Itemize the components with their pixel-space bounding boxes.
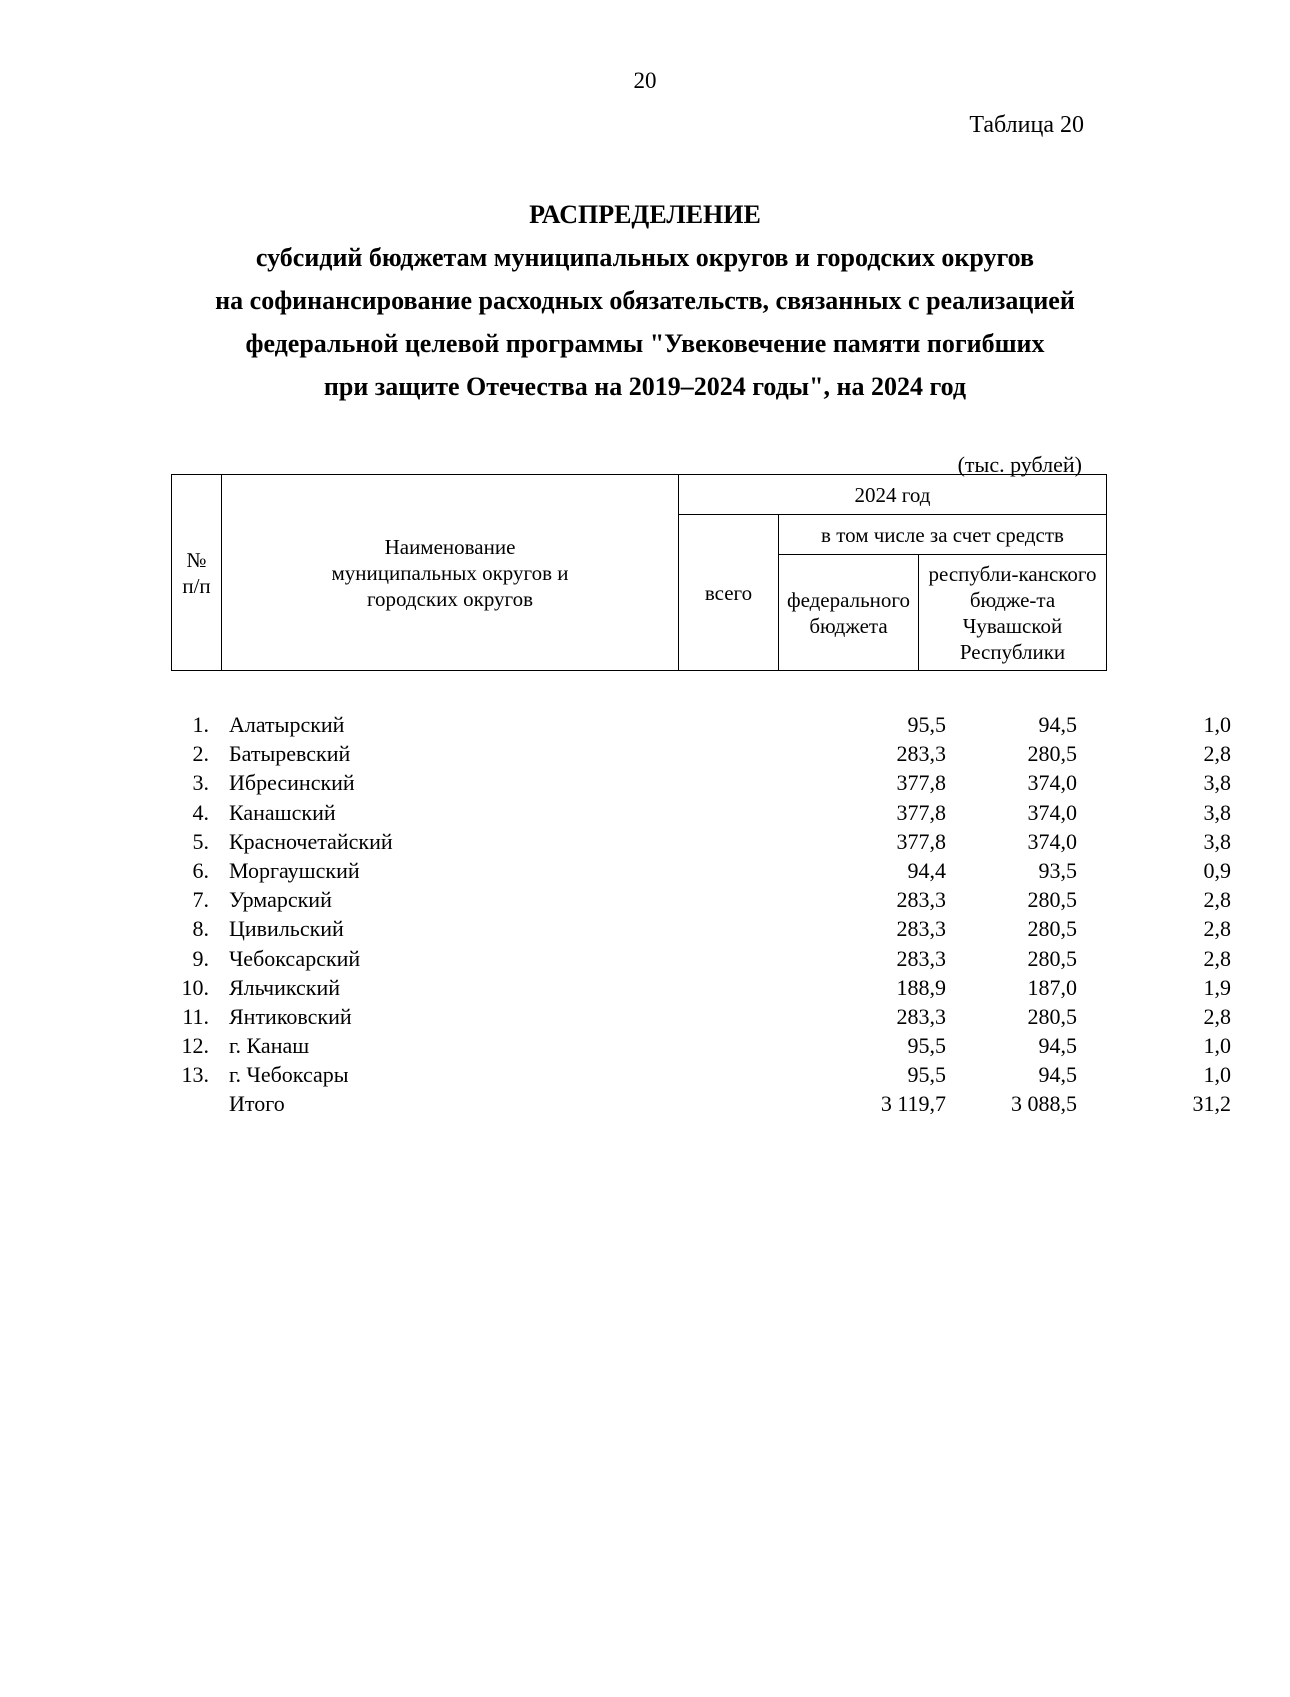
- document-title: [142, 193, 1148, 408]
- row-federal: 280,5: [1027, 945, 1077, 971]
- row-federal: 94,5: [1038, 1033, 1077, 1059]
- row-republican: 1,0: [1203, 1062, 1231, 1088]
- row-federal: 374,0: [1027, 828, 1077, 854]
- total-row-label: Итого: [229, 1091, 285, 1117]
- row-federal: 93,5: [1038, 857, 1077, 883]
- row-number: 1.: [192, 712, 209, 737]
- table-header: [171, 474, 1107, 671]
- row-total: 283,3: [896, 1003, 946, 1029]
- row-name: Урмарский: [229, 887, 332, 913]
- total-row-total: 3 119,7: [880, 1091, 946, 1117]
- row-total: 283,3: [896, 945, 946, 971]
- row-name: Батыревский: [229, 741, 351, 767]
- row-total: 283,3: [896, 741, 946, 767]
- table-row: [171, 1060, 1231, 1089]
- row-name: Моргаушский: [229, 857, 360, 883]
- row-total: 283,3: [896, 887, 946, 913]
- row-name: г. Чебоксары: [229, 1062, 349, 1088]
- row-number: 9.: [192, 945, 209, 971]
- row-total: 188,9: [896, 974, 946, 1000]
- table-row: [171, 827, 1231, 856]
- row-number: 2.: [192, 741, 209, 767]
- row-republican: 0,9: [1203, 857, 1231, 883]
- header-num: № п/п: [172, 475, 222, 671]
- row-number: 13.: [181, 1062, 209, 1088]
- row-name: Янтиковский: [229, 1003, 352, 1029]
- row-name: Канашский: [229, 799, 336, 825]
- row-republican: 1,9: [1203, 974, 1231, 1000]
- row-number: 5.: [192, 828, 209, 854]
- row-total: 94,4: [907, 857, 946, 883]
- header-total: всего: [679, 515, 779, 671]
- table-row: [171, 973, 1231, 1002]
- title-line-1: РАСПРЕДЕЛЕНИЕ: [529, 200, 761, 229]
- row-name: Цивильский: [229, 916, 344, 942]
- row-number: 6.: [192, 857, 209, 883]
- row-federal: 187,0: [1027, 974, 1077, 1000]
- row-name: Яльчикский: [229, 974, 340, 1000]
- table-row: [171, 885, 1231, 914]
- row-federal: 280,5: [1027, 887, 1077, 913]
- units-note: (тыс. рублей): [957, 452, 1082, 477]
- row-total: 283,3: [896, 916, 946, 942]
- table-row: [171, 710, 1231, 739]
- row-total: 377,8: [896, 828, 946, 854]
- table-row: [171, 798, 1231, 827]
- row-total: 95,5: [907, 712, 946, 737]
- table-row: [171, 768, 1231, 797]
- row-name: Ибресинский: [229, 770, 355, 796]
- total-row-republican: 31,2: [1192, 1091, 1231, 1117]
- row-number: 3.: [192, 770, 209, 796]
- table-row: [171, 914, 1231, 943]
- header-year: 2024 год: [679, 475, 1107, 515]
- row-number: 12.: [181, 1033, 209, 1059]
- row-republican: 3,8: [1203, 799, 1231, 825]
- row-federal: 374,0: [1027, 799, 1077, 825]
- header-republican: республи-канского бюдже-та Чувашской Республики: [919, 555, 1107, 671]
- row-total: 95,5: [907, 1062, 946, 1088]
- row-total: 377,8: [896, 799, 946, 825]
- row-federal: 94,5: [1038, 712, 1077, 737]
- row-name: Чебоксарский: [229, 945, 361, 971]
- table-row: [171, 944, 1231, 973]
- row-total: 377,8: [896, 770, 946, 796]
- row-name: Алатырский: [229, 712, 345, 737]
- total-row-federal: 3 088,5: [1011, 1091, 1077, 1117]
- row-name: г. Канаш: [229, 1033, 310, 1059]
- row-republican: 3,8: [1203, 770, 1231, 796]
- row-federal: 280,5: [1027, 1003, 1077, 1029]
- row-number: 4.: [192, 799, 209, 825]
- row-republican: 1,0: [1203, 1033, 1231, 1059]
- row-federal: 374,0: [1027, 770, 1077, 796]
- row-republican: 2,8: [1203, 887, 1231, 913]
- title-line-3: на софинансирование расходных обязательств, связанных с реализацией: [215, 286, 1075, 315]
- row-republican: 2,8: [1203, 741, 1231, 767]
- row-number: 7.: [192, 887, 209, 913]
- table-row: [171, 1031, 1231, 1060]
- table-row: [171, 739, 1231, 768]
- row-federal: 280,5: [1027, 916, 1077, 942]
- page-number: 20: [633, 68, 657, 93]
- title-line-4: федеральной целевой программы "Увековечение памяти погибших: [245, 329, 1045, 358]
- row-republican: 1,0: [1203, 712, 1231, 737]
- row-number: 8.: [192, 916, 209, 942]
- row-republican: 2,8: [1203, 916, 1231, 942]
- row-federal: 94,5: [1038, 1062, 1077, 1088]
- table-row: [171, 856, 1231, 885]
- header-including: в том числе за счет средств: [779, 515, 1107, 555]
- title-line-2: субсидий бюджетам муниципальных округов и городских округов: [255, 243, 1035, 272]
- row-number: 10.: [181, 974, 209, 1000]
- table-label: Таблица 20: [969, 112, 1084, 138]
- header-federal: федерального бюджета: [779, 555, 919, 671]
- row-republican: 2,8: [1203, 1003, 1231, 1029]
- row-number: 11.: [182, 1003, 209, 1029]
- row-republican: 3,8: [1203, 828, 1231, 854]
- title-line-5: при защите Отечества на 2019–2024 годы", на 2024 год: [323, 372, 967, 401]
- row-republican: 2,8: [1203, 945, 1231, 971]
- table-body: [171, 710, 1231, 1119]
- row-federal: 280,5: [1027, 741, 1077, 767]
- row-name: Красночетайский: [229, 828, 393, 854]
- row-total: 95,5: [907, 1033, 946, 1059]
- header-name: Наименование муниципальных округов и городских округов: [222, 475, 679, 671]
- total-row: [171, 1089, 1231, 1118]
- table-row: [171, 1002, 1231, 1031]
